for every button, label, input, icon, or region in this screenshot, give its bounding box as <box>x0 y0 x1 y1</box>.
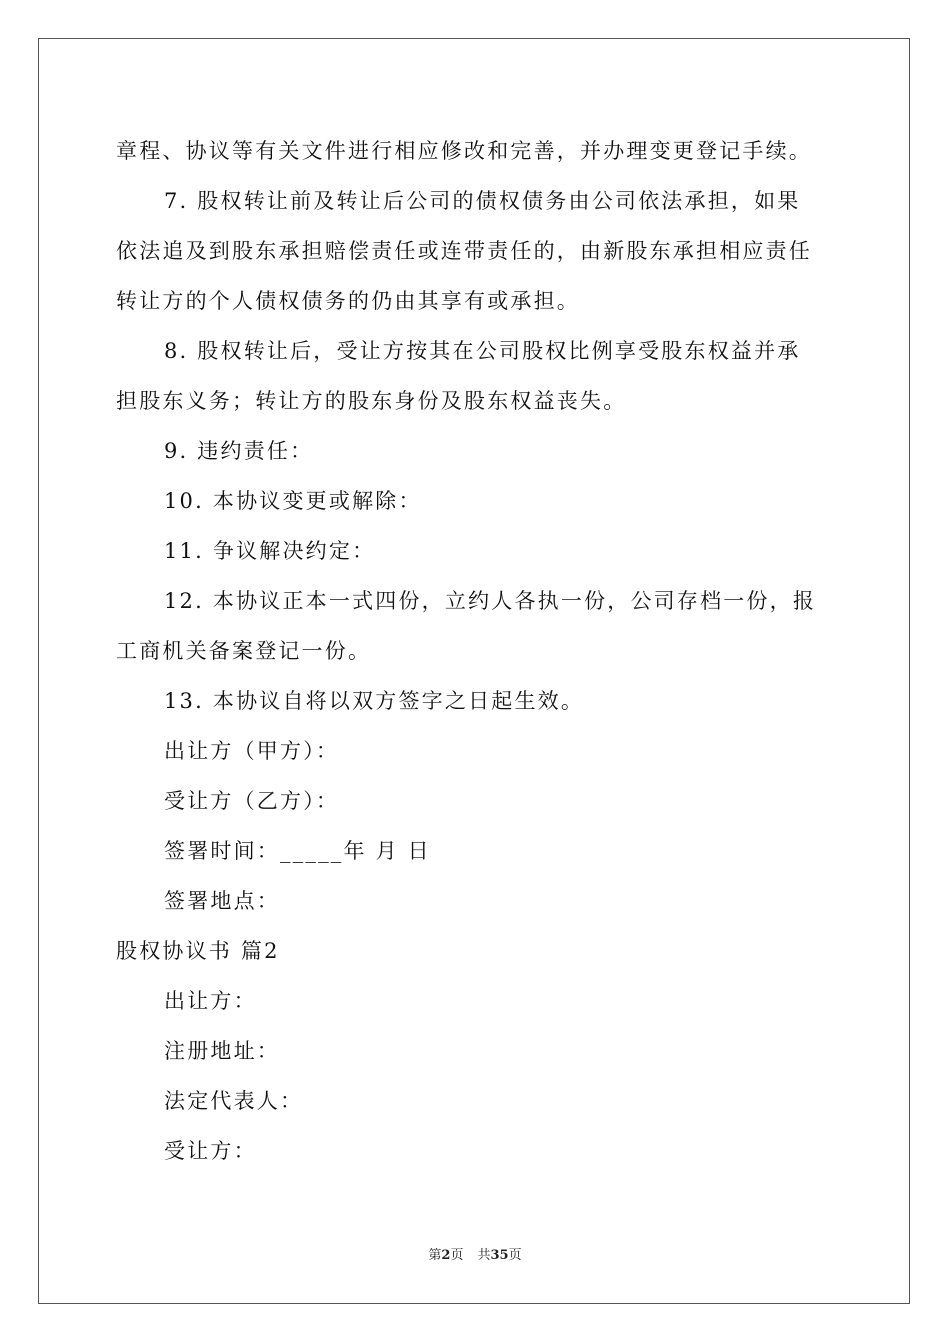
signature-field-line: 签署地点： <box>164 889 280 913</box>
party-field-line: 法定代表人： <box>164 1089 304 1113</box>
party-field-line: 受让方： <box>164 1139 257 1163</box>
party-field-line: 注册地址： <box>164 1039 280 1063</box>
section-heading: 股权协议书 篇2 <box>116 939 280 963</box>
paragraph-line: 转让方的个人债权债务的仍由其享有或承担。 <box>116 289 580 313</box>
paragraph-line: 7. 股权转让前及转让后公司的债权债务由公司依法承担，如果 <box>164 189 801 213</box>
signature-field-line: 出让方（甲方）： <box>164 739 340 763</box>
paragraph-line: 12. 本协议正本一式四份，立约人各执一份，公司存档一份，报 <box>164 589 817 613</box>
page-number: 2 <box>441 1248 451 1263</box>
paragraph-line: 11. 争议解决约定： <box>164 539 376 563</box>
paragraph-line: 9. 违约责任： <box>164 439 314 463</box>
party-field-line: 出让方： <box>164 989 257 1013</box>
page-prefix: 第 <box>428 1248 442 1263</box>
signature-field-line: 受让方（乙方）： <box>164 789 340 813</box>
paragraph-line: 13. 本协议自将以双方签字之日起生效。 <box>164 689 585 713</box>
document-body <box>116 126 836 1176</box>
paragraph-line: 依法追及到股东承担赔偿责任或连带责任的，由新股东承担相应责任 <box>116 239 812 263</box>
total-prefix: 共 <box>477 1248 491 1263</box>
paragraph-line: 工商机关备案登记一份。 <box>116 639 372 663</box>
total-pages: 35 <box>490 1248 509 1263</box>
signature-field-line: 签署时间：_____年 月 日 <box>164 839 431 863</box>
paragraph-line: 8. 股权转让后，受让方按其在公司股权比例享受股东权益并承 <box>164 339 801 363</box>
page-footer <box>0 1246 950 1266</box>
paragraph-line: 担股东义务；转让方的股东身份及股东权益丧失。 <box>116 389 627 413</box>
paragraph-line: 10. 本协议变更或解除： <box>164 489 422 513</box>
page-suffix: 页 <box>450 1248 464 1263</box>
total-suffix: 页 <box>508 1248 522 1263</box>
paragraph-line: 章程、协议等有关文件进行相应修改和完善，并办理变更登记手续。 <box>116 139 812 163</box>
